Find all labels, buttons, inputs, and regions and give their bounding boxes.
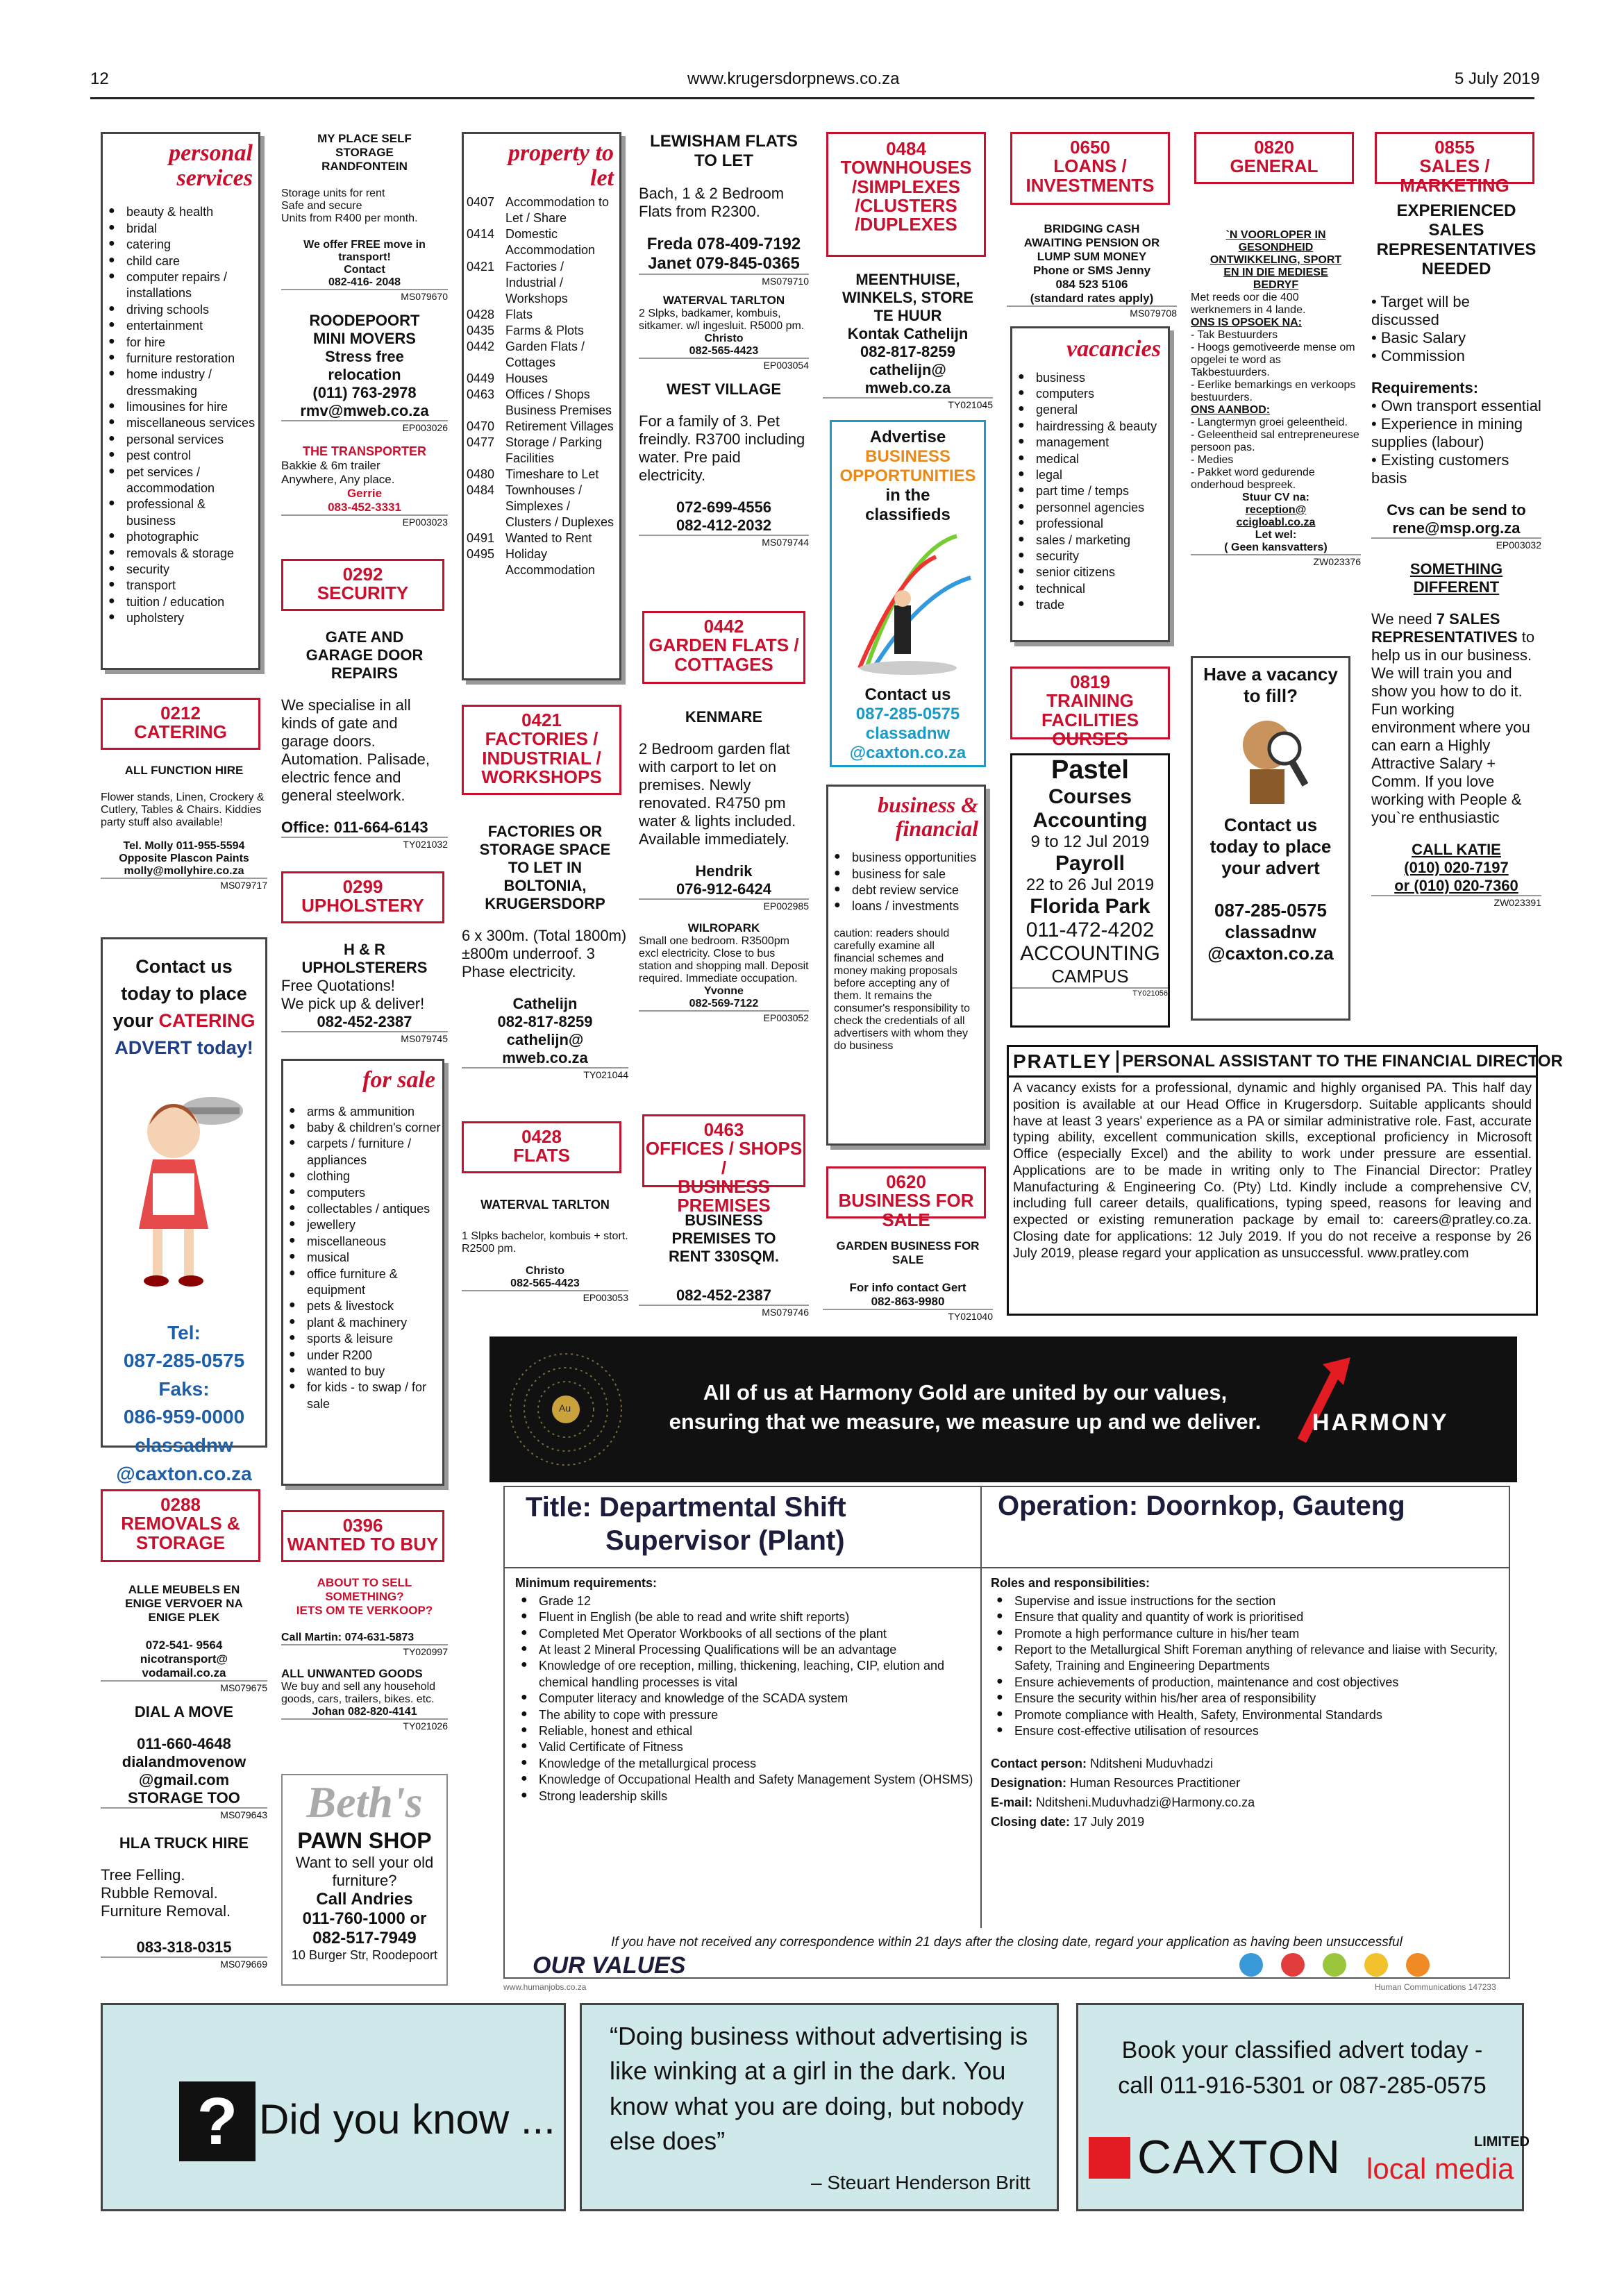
list-item: ● miscellaneous [283, 1234, 442, 1250]
list-item: ● business for sale [828, 866, 984, 882]
list-item: ● Knowledge of the metallurgical process [515, 1756, 973, 1772]
list-item: ● beauty & health [103, 204, 258, 220]
list-item: ● limousines for hire [103, 399, 258, 415]
catering-header: 0212 CATERING [101, 698, 260, 750]
list-item: ● carpets / furniture / appliances [283, 1136, 442, 1168]
vacancies-title: vacancies [1066, 336, 1161, 362]
list-item: ● baby & children's corner [283, 1120, 442, 1136]
loans-header: 0650 LOANS / INVESTMENTS [1010, 132, 1170, 205]
harmony-logo: HARMONY [1312, 1409, 1449, 1436]
property-category: 0407 Accommodation to Let / Share [467, 195, 610, 226]
list-item: ● tuition / education [103, 594, 258, 610]
property-category: 0477 Storage / Parking Facilities [467, 435, 603, 465]
min-requirements: Minimum requirements: ● Grade 12 ● Fluent in English (be able to read and write shift reports) ● Completed Met Operator Workbooks of all sections of the plant ● At least 2 Mineral Processing Qualifications will be an advantage ● Knowledge of ore reception, milling, thickening, leaching, CIP, elution and chemical handling processes is vital ● Computer literacy and knowledge of the SCADA system ● The ability to cope with pressure ● Reliable, honest and ethical ● Valid Certificate of Fitness ● Knowledge of the metallurgical process ● Knowledge of Occupational Health and Safety Management System (OHSMS) ● Strong leadership skills [515, 1574, 973, 1804]
list-item: ● under R200 [283, 1348, 442, 1364]
list-item: ● Ensure achievements of production, maintenance and cost objectives [991, 1675, 1505, 1691]
list-item: ● professional [1012, 516, 1168, 532]
property-category: 0442 Garden Flats / Cottages [467, 339, 585, 369]
property-to-let-box [462, 132, 621, 680]
list-item: ● for kids - to swap / for sale [283, 1380, 442, 1412]
pastel-courses-ad: Pastel Courses Accounting 9 to 12 Jul 2019 Payroll 22 to 26 Jul 2019 Florida Park 011-472-4202 ACCOUNTING CAMPUS TY021056 [1010, 753, 1170, 1028]
have-vacancy-ad: Have a vacancy to fill? Contact us today to place your advert 087-285-0575 classadnw @caxton.co.za [1191, 656, 1350, 1021]
pawn-shop-ad: Beth's PAWN SHOP Want to sell your old furniture? Call Andries 011-760-1000 or 082-517-7949 10 Burger Str, Roodepoort [281, 1774, 448, 1986]
townhouses-header: 0484 TOWNHOUSES /SIMPLEXES /CLUSTERS /DUPLEXES [826, 132, 986, 257]
flats-to-let-ads: LEWISHAM FLATS TO LET Bach, 1 & 2 Bedroom Flats from R2300. Freda 078-409-7192 Janet 079-845-0365 MS079710 WATERVAL TARLTON 2 Slpks, badkamer, kombuis, sitkamer. w/l ingesluit. R5000 pm. Christo 082-565-4423 EP003054 WEST VILLAGE For a family of 3. Pet freindly. R3700 including water. Pre paid electricity. 072-699-4556 082-412-2032 MS079744 [639, 132, 809, 548]
book-advert-box: Book your classified advert today - call 011-916-5301 or 087-285-0575 CAXTON LIMITED local media [1076, 2003, 1524, 2211]
list-item: ● security [103, 562, 258, 578]
list-item: ● Strong leadership skills [515, 1788, 973, 1804]
general-ad: `N VOORLOPER IN GESONDHEID ONTWIKKELING, SPORT EN IN DIE MEDIESE BEDRYF Met reeds oor die 400 werknemers in 4 lande. ONS IS OPSOEK NA: - Tak Bestuurders - Hoogs gemotiveerde mense om opgelei te word as Takbestuurders. - Eerlike bemarkings en verkoops bestuurders. ONS AANBOD: - Langtermyn groei geleentheid. - Geleentheid sal entrepreneurese persoon pas. - Medies - Pakket word gedurende onderhoud bespreek. Stuur CV na: reception@ ccigloabl.co.za Let wel: ( Geen kansvatters) ZW023376 [1191, 229, 1361, 567]
pratley-pa-ad: PRATLEY PERSONAL ASSISTANT TO THE FINANCIAL DIRECTOR A vacancy exists for a professional, dynamic and highly organised PA. This half day position is available at our Head Office in Krugersdorp. Suitable applicants should have at least 3 years' experience as a PA or similar administrative role. Fast, accurate typing ability, excellent communication skills, exceptional proficiency in Microsoft Office (especially Excel) and the ability to work under pressure are essential. Applications are to be made in writing only to The Financial Director: Pratley Manufacturing & Engineering Co. (Pty) Ltd. Kindly include a comprehensive CV, including full career details, qualifications, typing speed, reasons for leaving and expected or existing remuneration package by email to: careers@pratley.co.za. Closing date for applications: 12 July 2019. If you do not receive a response by 26 July 2019, please regard your application as unsuccessful. www.pratley.com [1007, 1045, 1538, 1316]
list-item: ● Report to the Metallurgical Shift Foreman anything of relevance and liaise with Security, Safety, Training and Engineering Departments [991, 1642, 1505, 1675]
property-category: 0495 Holiday Accommodation [467, 547, 596, 578]
caxton-logo-icon [1089, 2137, 1130, 2179]
list-item: ● bridal [103, 221, 258, 237]
wanted-ads: ABOUT TO SELL SOMETHING? IETS OM TE VERKOOP? Call Martin: 074-631-5873 TY020997 ALL UNWANTED GOODS We buy and sell any household goods, cars, trailers, bikes. etc. Johan 082-820-4141 TY021026 [281, 1576, 448, 1732]
advertise-business-ad: Advertise BUSINESS OPPORTUNITIES in the classifieds Contact us 087-285-0575 classadnw @caxton.co.za [830, 420, 986, 767]
for-sale-title: for sale [362, 1067, 435, 1093]
list-item: ● debt review service [828, 882, 984, 898]
list-item: ● security [1012, 548, 1168, 564]
list-item: ● medical [1012, 451, 1168, 467]
business-list [828, 850, 984, 915]
property-category: 0480 Timeshare to Let [467, 467, 599, 481]
list-item: ● clothing [283, 1168, 442, 1184]
issue-date: 5 July 2019 [1455, 69, 1540, 88]
values-icons [1234, 1951, 1470, 1979]
personal-services-list [103, 204, 258, 626]
list-item: ● plant & machinery [283, 1315, 442, 1331]
list-item: ● At least 2 Mineral Processing Qualifications will be an advantage [515, 1642, 973, 1658]
list-item: ● Ensure the security within his/her area of responsibility [991, 1691, 1505, 1707]
list-item: ● Supervise and issue instructions for the section [991, 1593, 1505, 1609]
list-item: ● transport [103, 578, 258, 594]
garden-business-ad: GARDEN BUSINESS FOR SALE For info contact Gert 082-863-9980 TY021040 [823, 1239, 993, 1322]
factories-ad: FACTORIES OR STORAGE SPACE TO LET IN BOLTONIA, KRUGERSDORP 6 x 300m. (Total 1800m) ±800m underroof. 3 Phase electricity. Cathelijn 082-817-8259 cathelijn@ mweb.co.za TY021044 [462, 823, 628, 1080]
list-item: ● hairdressing & beauty [1012, 419, 1168, 435]
list-item: ● pet services / accommodation [103, 464, 258, 497]
removals-ads: ALLE MEUBELS EN ENIGE VERVOER NA ENIGE PLEK 072-541- 9564 nicotransport@ vodamail.co.za MS079675 DIAL A MOVE 011-660-4648 dialandmovenow @gmail.com STORAGE TOO MS079643 HLA TRUCK HIRE Tree Felling. Rubble Removal. Furniture Removal. 083-318-0315 MS079669 [101, 1583, 267, 1970]
property-category: 0414 Domestic Accommodation [467, 227, 596, 258]
personal-services-box [101, 132, 260, 670]
list-item: ● miscellaneous services [103, 415, 258, 431]
property-category: 0470 Retirement Villages [467, 419, 614, 433]
offices-header: 0463 OFFICES / SHOPS / BUSINESS PREMISES [642, 1114, 805, 1187]
list-item: ● sports & leisure [283, 1331, 442, 1347]
list-item: ● computers [1012, 386, 1168, 402]
wanted-header: 0396 WANTED TO BUY [281, 1510, 444, 1562]
vacancies-list [1012, 370, 1168, 614]
list-item: ● Reliable, honest and ethical [515, 1723, 973, 1739]
flats-ad: WATERVAL TARLTON 1 Slpks bachelor, kombuis + stort. R2500 pm. Christo 082-565-4423 EP003053 [462, 1198, 628, 1303]
did-you-know-box: ? Did you know ... [101, 2003, 566, 2211]
list-item: ● Knowledge of Occupational Health and Safety Management System (OHSMS) [515, 1772, 973, 1788]
list-item: ● legal [1012, 467, 1168, 483]
property-category: 0484 Townhouses / Simplexes / Clusters / Duplexes [467, 483, 614, 529]
list-item: ● business opportunities [828, 850, 984, 866]
list-item: ● Fluent in English (be able to read and write shift reports) [515, 1609, 973, 1625]
for-sale-box [281, 1059, 444, 1486]
townhouses-ad: MEENTHUISE, WINKELS, STORE TE HUUR Kontak Cathelijn 082-817-8259 cathelijn@ mweb.co.za TY021045 [823, 271, 993, 410]
list-item: ● general [1012, 402, 1168, 418]
page-number: 12 [90, 69, 109, 88]
property-title: property to let [508, 140, 614, 191]
waitress-illustration [115, 1069, 253, 1298]
roles-responsibilities: Roles and responsibilities: ● Supervise and issue instructions for the section ● Ensure that quality and quantity of work is prioritised ● Promote a high performance culture in his/her team ● Report to the Metallurgical Shift Foreman anything of relevance and liaise with Security, Safety, Training and Engineering Departments ● Ensure achievements of production, maintenance and cost objectives ● Ensure the security within his/her area of responsibility ● Promote compliance with Health, Safety, Environmental Standards ● Ensure cost-effective utilisation of resources Contact person: Nditsheni Muduvhadzi Designation: Human Resources Practitioner E-mail: Nditsheni.Muduvhadzi@Harmony.co.za Closing date: 17 July 2019 [991, 1574, 1505, 1832]
list-item: ● The ability to cope with pressure [515, 1707, 973, 1723]
quote-box: “Doing business without advertising is like winking at a girl in the dark. You know what you are doing, but nobody else does” – Steuart Henderson Britt [580, 2003, 1059, 2211]
list-item: ● Knowledge of ore reception, milling, thickening, leaching, CIP, elution and chemical handling processes is vital [515, 1658, 973, 1691]
property-category: 0435 Farms & Plots [467, 323, 585, 337]
site-url[interactable]: www.krugersdorpnews.co.za [687, 69, 900, 88]
catering-ad: ALL FUNCTION HIRE Flower stands, Linen, Crockery & Cutlery, Tables & Chairs. Kiddies party stuff also available! Tel. Molly 011-955-5594 Opposite Plascon Paints molly@mollyhire.co.za MS079717 [101, 764, 267, 891]
list-item: ● Promote compliance with Health, Safety, Environmental Standards [991, 1707, 1505, 1723]
factories-header: 0421 FACTORIES / INDUSTRIAL / WORKSHOPS [462, 705, 621, 795]
list-item: ● senior citizens [1012, 564, 1168, 580]
general-header: 0820 GENERAL [1194, 132, 1354, 184]
list-item: ● driving schools [103, 302, 258, 318]
list-item: ● child care [103, 253, 258, 269]
training-header: 0819 TRAINING FACILITIES OURSES [1010, 667, 1170, 739]
list-item: ● Grade 12 [515, 1593, 973, 1609]
removals-header: 0288 REMOVALS & STORAGE [101, 1489, 260, 1562]
list-item: ● arms & ammunition [283, 1104, 442, 1120]
signpost-illustration [839, 529, 978, 682]
property-category: 0463 Offices / Shops Business Premises [467, 387, 612, 417]
list-item: ● personnel agencies [1012, 500, 1168, 516]
list-item: ● sales / marketing [1012, 533, 1168, 548]
personal-title: personal services [169, 140, 253, 191]
list-item: ● pets & livestock [283, 1298, 442, 1314]
business-financial-box: business & financial ● business opportunities ● business for sale ● debt review service ● loans / investments caution: readers should carefully examine all financial schemes and money making proposals before accepting any of them. It remains the consumer's responsibility to check the credentials of all advertisers with whom they do business [826, 785, 986, 1146]
list-item: ● removals & storage [103, 546, 258, 562]
caxton-logo: CAXTON [1137, 2131, 1342, 2184]
property-category: 0428 Flats [467, 307, 533, 321]
list-item: ● personal services [103, 432, 258, 448]
list-item: ● Ensure that quality and quantity of work is prioritised [991, 1609, 1505, 1625]
for-sale-list [283, 1104, 442, 1412]
loans-ad: BRIDGING CASH AWAITING PENSION OR LUMP SUM MONEY Phone or SMS Jenny 084 523 5106 (standard rates apply) MS079708 [1007, 222, 1177, 319]
list-item: ● loans / investments [828, 898, 984, 914]
sales-header: 0855 SALES / MARKETING [1375, 132, 1534, 184]
list-item: ● computer repairs / installations [103, 269, 258, 302]
harmony-banner: Au All of us at Harmony Gold are united by our values, ensuring that we measure, we measure up and we deliver. HARMONY [489, 1336, 1517, 1482]
list-item: ● jewellery [283, 1217, 442, 1233]
header-rule [90, 97, 1534, 99]
garden-flats-ads: KENMARE 2 Bedroom garden flat with carport to let on premises. Newly renovated. R4750 pm water & lights included. Available immediately. Hendrik 076-912-6424 EP002985 WILROPARK Small one bedroom. R3500pm excl electricity. Close to bus station and shopping mall. Deposit required. Immediate occupation. Yvonne 082-569-7122 EP003052 [639, 708, 809, 1023]
list-item: ● catering [103, 237, 258, 253]
property-category: 0491 Wanted to Rent [467, 531, 592, 546]
list-item: ● entertainment [103, 318, 258, 334]
offices-ad: BUSINESS PREMISES TO RENT 330SQM. 082-452-2387 MS079746 [639, 1212, 809, 1318]
contact-catering-ad: Contact us today to place your CATERING ADVERT today! Tel: 087-285-0575 Faks: 086-959-0000 classadnw @caxton.co.za [101, 937, 267, 1448]
list-item: ● home industry / dressmaking [103, 367, 258, 399]
list-item: ● technical [1012, 581, 1168, 597]
list-item: ● furniture restoration [103, 351, 258, 367]
list-item: ● Valid Certificate of Fitness [515, 1739, 973, 1755]
property-list [464, 194, 619, 578]
flats-header: 0428 FLATS [462, 1121, 621, 1173]
list-item: ● upholstery [103, 610, 258, 626]
list-item: ● musical [283, 1250, 442, 1266]
list-item: ● part time / temps [1012, 483, 1168, 499]
vacancies-box [1010, 326, 1170, 642]
list-item: ● Completed Met Operator Workbooks of all sections of the plant [515, 1626, 973, 1642]
detective-illustration [1219, 707, 1323, 811]
self-storage-ads: MY PLACE SELF STORAGE RANDFONTEIN Storage units for rent Safe and secure Units from R400 per month. We offer FREE move in transport! Contact 082-416- 2048 MS079670 ROODEPOORT MINI MOVERS Stress free relocation (011) 763-2978 rmv@mweb.co.za EP003026 THE TRANSPORTER Bakkie & 6m trailer Anywhere, Any place. Gerrie 083-452-3331 EP003023 [281, 132, 448, 528]
upholstery-header: 0299 UPHOLSTERY [281, 871, 444, 923]
pratley-logo: PRATLEY [1009, 1050, 1119, 1073]
list-item: ● pest control [103, 448, 258, 464]
list-item: ● management [1012, 435, 1168, 451]
list-item: ● Ensure cost-effective utilisation of resources [991, 1723, 1505, 1739]
business-title: business & financial [878, 792, 978, 841]
sales-ads: EXPERIENCED SALES REPRESENTATIVES NEEDED • Target will be discussed • Basic Salary • Commission Requirements: • Own transport essential • Experience in mining supplies (labour) • Existing customers basis Cvs can be send to rene@msp.org.za EP003032 SOMETHING DIFFERENT We need 7 SALES REPRESENTATIVES to help us in our business. We will train you and show you how to do it. Fun working environment where you can earn a Highly Attractive Salary + Comm. If you love working with People & you`re enthusiastic CALL KATIE (010) 020-7197 or (010) 020-7360 ZW023391 [1371, 201, 1541, 908]
security-header: 0292 SECURITY [281, 559, 444, 611]
list-item: ● office furniture & equipment [283, 1266, 442, 1299]
garden-flats-header: 0442 GARDEN FLATS / COTTAGES [642, 611, 805, 684]
list-item: ● trade [1012, 597, 1168, 613]
list-item: ● business [1012, 370, 1168, 386]
list-item: ● photographic [103, 529, 258, 545]
question-mark-icon: ? [179, 2081, 256, 2161]
list-item: ● wanted to buy [283, 1364, 442, 1380]
security-ad: GATE AND GARAGE DOOR REPAIRS We specialise in all kinds of gate and garage doors. Automation. Palisade, electric fence and general steelwork. Office: 011-664-6143 TY021032 [281, 628, 448, 850]
list-item: ● Computer literacy and knowledge of the SCADA system [515, 1691, 973, 1707]
list-item: ● computers [283, 1185, 442, 1201]
harmony-vacancy-ad: Title: Departmental Shift Supervisor (Plant) Operation: Doornkop, Gauteng Minimum requirements: ● Grade 12 ● Fluent in English (be able to read and write shift reports) ● Completed Met Operator Workbooks of all sections of the plant ● At least 2 Mineral Processing Qualifications will be an advantage ● Knowledge of ore reception, milling, thickening, leaching, CIP, elution and chemical handling processes is vital ● Computer literacy and knowledge of the SCADA system ● The ability to cope with pressure ● Reliable, honest and ethical ● Valid Certificate of Fitness ● Knowledge of the metallurgical process ● Knowledge of Occupational Health and Safety Management System (OHSMS) ● Strong leadership skills Roles and responsibilities: ● Supervise and issue instructions for the section ● Ensure that quality and quantity of work is prioritised ● Promote a high performance culture in his/her team ● Report to the Metallurgical Shift Foreman anything of relevance and liaise with Security, Safety, Training and Engineering Departments ● Ensure achievements of production, maintenance and cost objectives ● Ensure the security within his/her area of responsibility ● Promote compliance with Health, Safety, Environmental Standards ● Ensure cost-effective utilisation of resources Contact person: Nditsheni Muduvhadzi Designation: Human Resources Practitioner E-mail: Nditsheni.Muduvhadzi@Harmony.co.za Closing date: 17 July 2019 If you have not received any correspondence within 21 days after the closing date, regard your application as having been unsuccessful OUR VALUES [503, 1486, 1510, 1979]
upholstery-ad: H & R UPHOLSTERERS Free Quotations! We pick up & deliver! 082-452-2387 MS079745 [281, 941, 448, 1044]
property-category: 0449 Houses [467, 371, 549, 385]
beths-logo: Beth's [306, 1777, 423, 1827]
business-for-sale-header: 0620 BUSINESS FOR SALE [826, 1166, 986, 1218]
list-item: ● collectables / antiques [283, 1201, 442, 1217]
list-item: ● for hire [103, 335, 258, 351]
list-item: ● Promote a high performance culture in his/her team [991, 1626, 1505, 1642]
list-item: ● professional & business [103, 496, 258, 529]
property-category: 0421 Factories / Industrial / Workshops [467, 259, 568, 305]
